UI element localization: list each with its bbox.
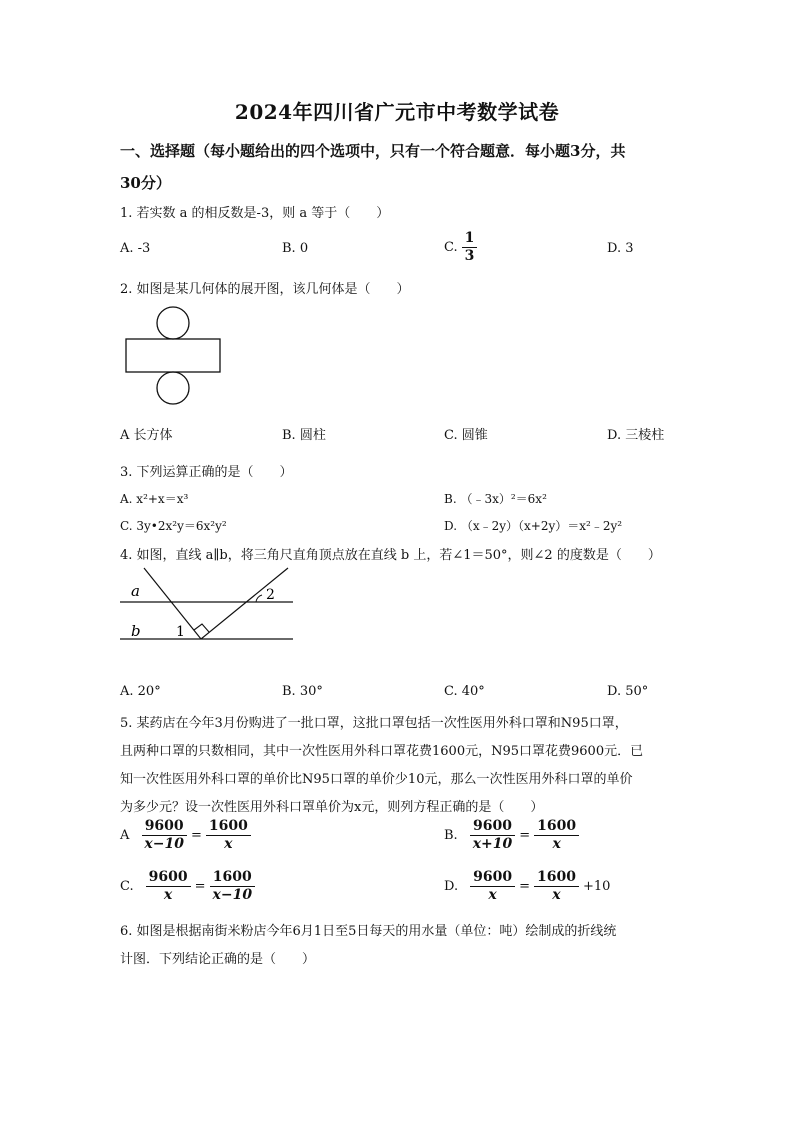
- q5-d-frac1: [470, 869, 515, 904]
- q5-option-d: [444, 869, 610, 904]
- q5-line1: 5. 某药店在今年3月份购进了一批口罩，这批口罩包括一次性医用外科口罩和N95口罩，: [120, 716, 628, 731]
- q1-option-b: B. 0: [282, 241, 309, 256]
- q3-stem: 3. 下列运算正确的是（ ）: [120, 465, 293, 480]
- q5-d-tail: +10: [582, 879, 611, 894]
- q1-option-a: A. -3: [120, 241, 151, 256]
- q5-line3: 知一次性医用外科口罩的单价比N95口罩的单价少10元，那么一次性医用外科口罩的单价: [120, 772, 633, 787]
- q5-option-a: [120, 818, 251, 853]
- label-b: b: [131, 622, 141, 640]
- q5-c-d1: x: [163, 887, 173, 903]
- q4-option-c: C. 40°: [444, 684, 485, 699]
- q5-a-d2: x: [224, 836, 233, 852]
- q1-option-c: [444, 230, 477, 265]
- section-heading-line2: 30分）: [120, 174, 171, 192]
- q2-option-a: A 长方体: [120, 428, 173, 443]
- q5-d-n2: 1600: [534, 869, 579, 887]
- q5-b-frac1: [470, 818, 516, 853]
- q6-line1: 6. 如图是根据南街米粉店今年6月1日至5日每天的用水量（单位：吨）绘制成的折线统: [120, 924, 617, 939]
- q4-stem: 4. 如图，直线 a∥b，将三角尺直角顶点放在直线 b 上，若∠1＝50°，则∠2 的度数是（ ）: [120, 548, 661, 563]
- q4-option-d: D. 50°: [607, 684, 649, 699]
- q5-c-frac1: [146, 869, 191, 904]
- q4-option-b: B. 30°: [282, 684, 323, 699]
- q5-option-c: [120, 869, 255, 904]
- net-rectangle: [126, 339, 220, 372]
- triangle-leg-left: [144, 568, 201, 639]
- q2-option-c: C. 圆锥: [444, 428, 488, 443]
- q6-line2: 计图．下列结论正确的是（ ）: [120, 952, 316, 967]
- parallel-lines-triangle-figure: [118, 562, 298, 652]
- label-a: a: [131, 582, 140, 600]
- q5-d-n1: 9600: [470, 869, 515, 887]
- net-top-circle: [157, 307, 189, 339]
- q2-option-b: B. 圆柱: [282, 428, 326, 443]
- section-heading-line1: 一、选择题（每小题给出的四个选项中，只有一个符合题意．每小题3分，共: [120, 142, 626, 160]
- q2-stem: 2. 如图是某几何体的展开图，该几何体是（ ）: [120, 282, 410, 297]
- q5-c-n1: 9600: [146, 869, 191, 887]
- q5-a-label: A: [120, 828, 130, 843]
- q5-b-n2: 1600: [534, 818, 579, 836]
- q5-c-label: C.: [120, 879, 134, 894]
- q5-a-eq: =: [190, 828, 202, 843]
- q5-line4: 为多少元？设一次性医用外科口罩单价为x元，则列方程正确的是（ ）: [120, 800, 544, 815]
- q5-a-n1: 9600: [142, 818, 187, 836]
- q1-option-d: D. 3: [607, 241, 634, 256]
- q5-a-frac2: [206, 818, 251, 853]
- q2-option-d: D. 三棱柱: [607, 428, 665, 443]
- q5-d-label: D.: [444, 879, 459, 894]
- q3-option-a: A. x²+x＝x³: [120, 492, 189, 506]
- q5-a-frac1: [141, 818, 187, 853]
- q5-b-label: B.: [444, 828, 458, 843]
- q5-c-d2: x−10: [212, 887, 253, 903]
- q5-d-d1: x: [488, 887, 497, 903]
- right-angle-mark: [194, 624, 209, 632]
- q5-a-n2: 1600: [206, 818, 251, 836]
- q5-line2: 且两种口罩的只数相同，其中一次性医用外科口罩花费1600元，N95口罩花费9600元．已: [120, 744, 644, 759]
- q1-c-denominator: 3: [464, 248, 475, 264]
- q5-b-d1: x+10: [472, 836, 513, 852]
- q5-b-n1: 9600: [470, 818, 515, 836]
- q5-d-d2: x: [552, 887, 561, 903]
- q5-b-eq: =: [519, 828, 531, 843]
- q5-option-b: [444, 818, 579, 853]
- q3-option-d: D. （x﹣2y）（x+2y）＝x²﹣2y²: [444, 519, 623, 533]
- q3-option-c: C. 3y•2x²y＝6x²y²: [120, 519, 227, 533]
- q5-b-d2: x: [552, 836, 561, 852]
- q4-option-a: A. 20°: [120, 684, 161, 699]
- net-bottom-circle: [157, 372, 189, 404]
- q1-c-numerator: 1: [462, 230, 478, 248]
- q5-d-eq: =: [519, 879, 530, 894]
- triangle-leg-right: [201, 568, 288, 639]
- q5-c-eq: =: [194, 879, 206, 894]
- q5-c-n2: 1600: [210, 869, 255, 887]
- angle-2-arc: [256, 595, 262, 602]
- q1-stem: 1. 若实数 a 的相反数是-3，则 a 等于（ ）: [120, 206, 390, 221]
- q1-option-c-fraction: [462, 230, 478, 265]
- cylinder-net-figure: [118, 302, 228, 406]
- page-title: 2024年四川省广元市中考数学试卷: [234, 100, 560, 124]
- q5-b-frac2: [534, 818, 579, 853]
- q5-a-d1: x−10: [144, 836, 184, 852]
- label-angle-2: 2: [266, 587, 275, 603]
- label-angle-1: 1: [176, 624, 185, 640]
- q3-option-b: B. （﹣3x）²＝6x²: [444, 492, 547, 506]
- q5-c-frac2: [210, 869, 256, 904]
- q1-option-c-label: C.: [444, 240, 458, 255]
- q5-d-frac2: [534, 869, 579, 904]
